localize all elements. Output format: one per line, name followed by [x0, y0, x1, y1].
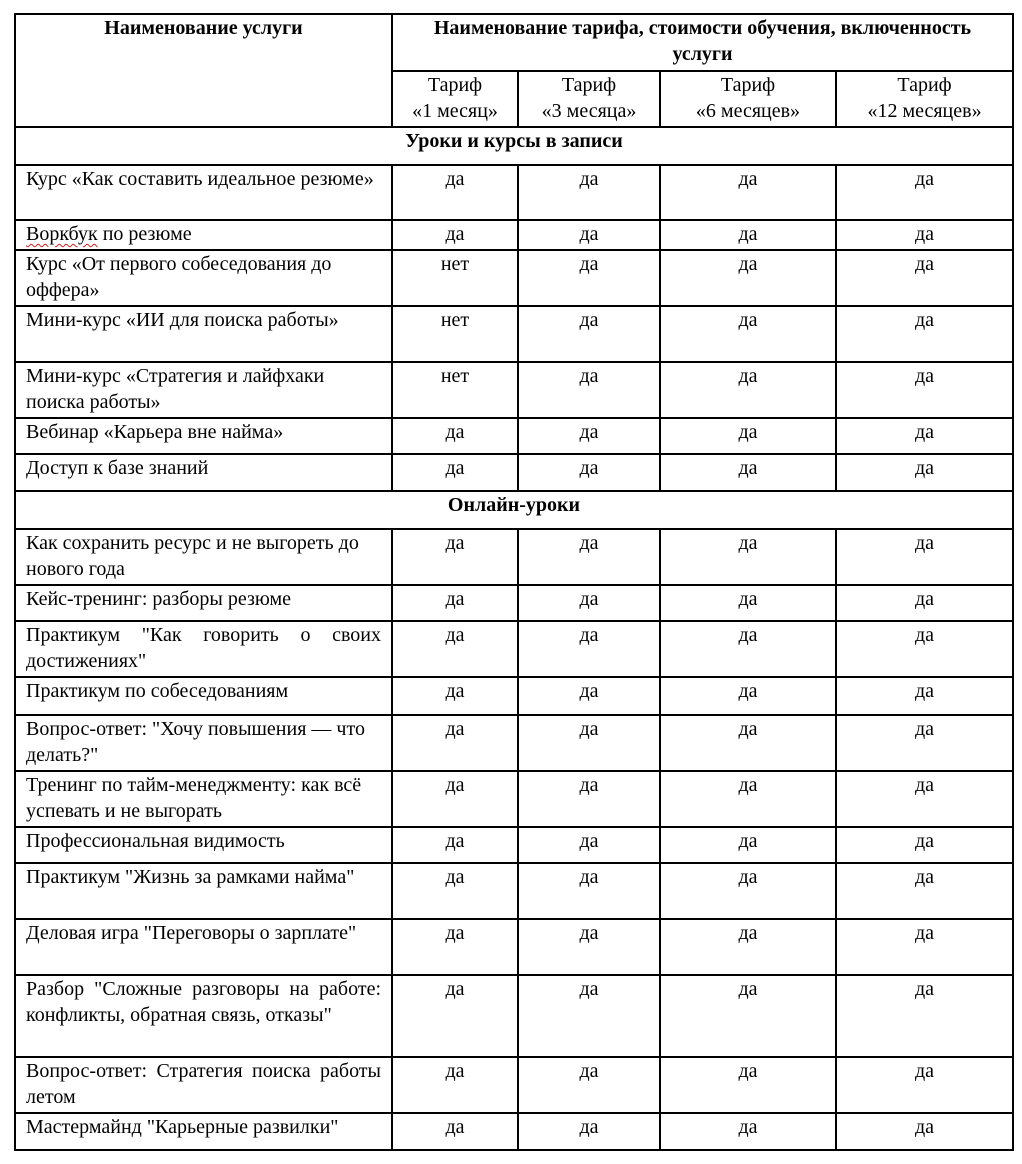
inclusion-value: да — [660, 827, 836, 863]
service-name: Курс «Как составить идеальное резюме» — [15, 165, 392, 220]
inclusion-value: да — [518, 220, 660, 250]
inclusion-value: да — [836, 529, 1013, 585]
inclusion-value: да — [392, 677, 518, 715]
service-name: Курс «От первого собеседования до оффера» — [15, 250, 392, 306]
inclusion-value: да — [518, 306, 660, 362]
inclusion-value: да — [392, 919, 518, 975]
service-name: Практикум "Как говорить о своих достижениях" — [15, 621, 392, 677]
inclusion-value: да — [392, 418, 518, 454]
inclusion-value: да — [836, 677, 1013, 715]
inclusion-value: да — [660, 1057, 836, 1113]
table-row — [15, 585, 1013, 621]
tariff-header-6-months: Тариф «6 месяцев» — [660, 71, 836, 127]
service-name-text: по резюме — [97, 223, 192, 245]
service-name: Разбор "Сложные разговоры на работе: конфликты, обратная связь, отказы" — [15, 975, 392, 1057]
inclusion-value: да — [518, 585, 660, 621]
inclusion-value: да — [392, 529, 518, 585]
table-row — [15, 250, 1013, 306]
section-row — [15, 491, 1013, 529]
section-row — [15, 127, 1013, 165]
inclusion-value: да — [392, 771, 518, 827]
inclusion-value: да — [836, 621, 1013, 677]
inclusion-value: да — [660, 220, 836, 250]
inclusion-value: да — [836, 165, 1013, 220]
inclusion-value: да — [836, 362, 1013, 418]
inclusion-value: да — [660, 621, 836, 677]
inclusion-value: да — [392, 1113, 518, 1150]
inclusion-value: да — [836, 919, 1013, 975]
inclusion-value: да — [518, 418, 660, 454]
inclusion-value: да — [836, 863, 1013, 919]
inclusion-value: нет — [392, 250, 518, 306]
inclusion-value: да — [518, 715, 660, 771]
table-body — [15, 127, 1013, 1150]
table-row — [15, 863, 1013, 919]
inclusion-value: да — [518, 677, 660, 715]
inclusion-value: да — [836, 771, 1013, 827]
table-row — [15, 454, 1013, 491]
service-name: Вебинар «Карьера вне найма» — [15, 418, 392, 454]
inclusion-value: да — [836, 585, 1013, 621]
service-name: Мастермайнд "Карьерные развилки" — [15, 1113, 392, 1150]
inclusion-value: да — [836, 975, 1013, 1057]
service-name — [15, 220, 392, 250]
services-table — [14, 13, 1014, 1151]
service-name: Вопрос-ответ: Стратегия поиска работы летом — [15, 1057, 392, 1113]
inclusion-value: да — [518, 250, 660, 306]
service-name: Мини-курс «ИИ для поиска работы» — [15, 306, 392, 362]
inclusion-value: да — [518, 165, 660, 220]
service-name: Тренинг по тайм-менеджменту: как всё успевать и не выгорать — [15, 771, 392, 827]
inclusion-value: да — [518, 863, 660, 919]
table-row — [15, 220, 1013, 250]
section-title: Онлайн-уроки — [15, 491, 1013, 529]
table-row — [15, 771, 1013, 827]
service-name: Кейс-тренинг: разборы резюме — [15, 585, 392, 621]
service-name: Деловая игра "Переговоры о зарплате" — [15, 919, 392, 975]
table-row — [15, 677, 1013, 715]
inclusion-value: да — [836, 306, 1013, 362]
spellcheck-flagged-word[interactable]: Воркбук — [26, 223, 98, 245]
table-row — [15, 362, 1013, 418]
inclusion-value: да — [836, 250, 1013, 306]
inclusion-value: да — [836, 454, 1013, 491]
inclusion-value: да — [836, 220, 1013, 250]
table-row — [15, 975, 1013, 1057]
inclusion-value: да — [660, 454, 836, 491]
inclusion-value: да — [660, 250, 836, 306]
table-row — [15, 919, 1013, 975]
inclusion-value: да — [660, 529, 836, 585]
inclusion-value: да — [392, 165, 518, 220]
table-row — [15, 418, 1013, 454]
tariff-header-1-month: Тариф «1 месяц» — [392, 71, 518, 127]
service-name: Доступ к базе знаний — [15, 454, 392, 491]
table-row — [15, 306, 1013, 362]
table-row — [15, 1113, 1013, 1150]
inclusion-value: да — [392, 621, 518, 677]
inclusion-value: да — [518, 919, 660, 975]
inclusion-value: да — [660, 715, 836, 771]
inclusion-value: да — [518, 362, 660, 418]
inclusion-value: да — [518, 1057, 660, 1113]
inclusion-value: да — [518, 827, 660, 863]
inclusion-value: да — [660, 585, 836, 621]
table-row — [15, 621, 1013, 677]
header-row — [15, 14, 1013, 71]
inclusion-value: да — [518, 529, 660, 585]
inclusion-value: да — [660, 306, 836, 362]
inclusion-value: да — [660, 362, 836, 418]
inclusion-value: да — [392, 863, 518, 919]
inclusion-value: да — [518, 1113, 660, 1150]
inclusion-value: да — [518, 975, 660, 1057]
inclusion-value: да — [518, 771, 660, 827]
table-row — [15, 1057, 1013, 1113]
inclusion-value: да — [392, 975, 518, 1057]
section-title: Уроки и курсы в записи — [15, 127, 1013, 165]
inclusion-value: да — [660, 771, 836, 827]
inclusion-value: да — [836, 715, 1013, 771]
inclusion-value: да — [660, 975, 836, 1057]
inclusion-value: нет — [392, 362, 518, 418]
table-row — [15, 827, 1013, 863]
inclusion-value: да — [392, 454, 518, 491]
inclusion-value: да — [392, 585, 518, 621]
inclusion-value: да — [660, 919, 836, 975]
table-row — [15, 715, 1013, 771]
service-name: Профессиональная видимость — [15, 827, 392, 863]
tariff-header-3-months: Тариф «3 месяца» — [518, 71, 660, 127]
service-name: Мини-курс «Стратегия и лайфхаки поиска работы» — [15, 362, 392, 418]
tariffs-group-header: Наименование тарифа, стоимости обучения, включенность услуги — [392, 14, 1013, 71]
inclusion-value: да — [660, 1113, 836, 1150]
inclusion-value: да — [660, 677, 836, 715]
service-name: Практикум "Жизнь за рамками найма" — [15, 863, 392, 919]
inclusion-value: да — [392, 827, 518, 863]
inclusion-value: да — [836, 1113, 1013, 1150]
inclusion-value: да — [836, 1057, 1013, 1113]
inclusion-value: да — [660, 418, 836, 454]
service-name: Как сохранить ресурс и не выгореть до нового года — [15, 529, 392, 585]
inclusion-value: да — [836, 827, 1013, 863]
inclusion-value: нет — [392, 306, 518, 362]
inclusion-value: да — [392, 220, 518, 250]
table-row — [15, 529, 1013, 585]
service-name: Практикум по собеседованиям — [15, 677, 392, 715]
inclusion-value: да — [518, 621, 660, 677]
inclusion-value: да — [660, 165, 836, 220]
inclusion-value: да — [660, 863, 836, 919]
table-row — [15, 165, 1013, 220]
inclusion-value: да — [836, 418, 1013, 454]
inclusion-value: да — [518, 454, 660, 491]
service-name: Вопрос-ответ: "Хочу повышения — что делать?" — [15, 715, 392, 771]
inclusion-value: да — [392, 1057, 518, 1113]
inclusion-value: да — [392, 715, 518, 771]
tariff-header-12-months: Тариф «12 месяцев» — [836, 71, 1013, 127]
service-column-header: Наименование услуги — [15, 14, 392, 127]
